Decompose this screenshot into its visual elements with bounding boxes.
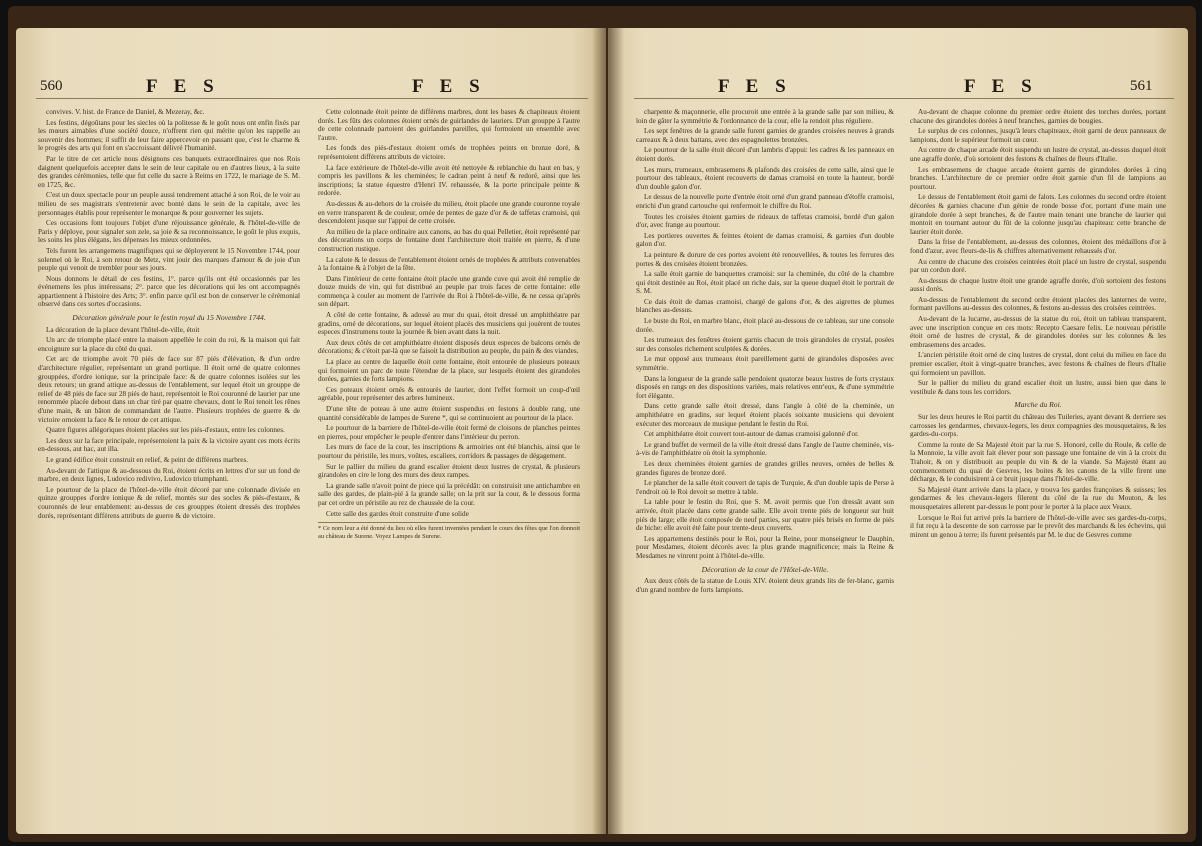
paragraph: La calote & le dessus de l'entablement étoient ornés de trophées & attributs convenables à la fontaine & à l'objet de la fête. — [318, 255, 580, 273]
paragraph: Les deux sur la face principale, représentoient la paix & la victoire ayant ces mots écrits en-dessous, aut hac, aut illa. — [38, 436, 300, 454]
text-column — [636, 108, 894, 798]
paragraph: Sur le pallier du milieu du grand escalier étoit un lustre, aussi bien que dans le vestibule & dans tous les corridors. — [910, 379, 1166, 396]
running-head: F E S — [412, 76, 486, 97]
paragraph: Cette salle des gardes étoit construite d'une solide — [326, 509, 469, 518]
paragraph: Sur le pallier du milieu du grand escalier étoient deux lustres de crystal, & plusieurs girandoles en cire le long des murs des deux rampes. — [318, 462, 580, 480]
paragraph: Les trumeaux des fenêtres étoient garnis chacun de trois girandoles de crystal, posées sur des consoles richement sculptées & dorées. — [636, 336, 894, 353]
footnote: * Ce nom leur a été donné du lieu où elles furent inventées pendant le cours des fêtes que l'on donnoit au château de Surene. Voyez Lampes de Surene. — [318, 522, 580, 540]
paragraph: Les portieres ouvertes & feintes étoient de damas cramoisi, & garnies d'un double galon d'or. — [636, 231, 894, 249]
paragraph: Les murs de face de la cour, les inscriptions & armoiries ont été blanchis, ainsi que le pourtour du péristile, les murs, voûtes, escaliers, corridors & passages de dégagement. — [318, 443, 580, 460]
paragraph: Dans la frise de l'entablement, au-dessus des colonnes, étoient des médaillons d'or à fond d'azur, avec fleurs-de-lis & chiffres alternativement rehaussés d'or. — [910, 238, 1166, 255]
paragraph: A côté de cette fontaine, & adossé au mur du quai, étoit dressé un amphithéatre par gradins, orné de décorations, sur lequel étoient placés des musiciens qui jouèrent de toutes especes d'instrumens toute la journée & bien avant dans la nuit. — [318, 311, 580, 337]
open-book — [8, 6, 1196, 842]
paragraph: Au centre de chaque arcade étoit suspendu un lustre de crystal, au-dessus duquel étoit une agraffe dorée, d'où sortoient des festons & chaînes de fleurs d'Italie. — [910, 146, 1166, 163]
page-number: 561 — [1130, 78, 1153, 94]
paragraph: Au-devant de l'attique & au-dessous du Roi, étoient écrits en lettres d'or sur un fond de marbre, en deux lignes, Ludovico redivivo, Ludovico triumphanti. — [38, 466, 300, 484]
paragraph: Aux deux côtés de la statue de Louis XIV. étoient deux grands lits de fer-blanc, garnis d'un grand nombre de forts lampions. — [636, 577, 894, 594]
paragraph: Dans cette grande salle étoit dressé, dans l'angle à côté de la cheminée, un amphithéatre en gradins, sur lequel étoient placés soixante musiciens qui devoient exécuter des morceaux de musique pendant le festin du Roi. — [636, 402, 894, 428]
paragraph: Dans l'intérieur de cette fontaine étoit placée une grande cuve qui avoit été remplie de douze muids de vin, qui fut distribué au peuple par trois faces de cette fontaine: elle commença à couler au moment de l'arrivée du Roi à l'hôtel-de-ville, & ne cessa qu'après son départ. — [318, 274, 580, 309]
paragraph: Au-devant de chaque colonne du premier ordre étoient des torches dorées, portant chacune des girandoles dorées à neuf branches, garnies de bougies. — [910, 108, 1166, 125]
paragraph: Comme la route de Sa Majesté étoit par la rue S. Honoré, celle du Roule, & celle de la Monnoie, la ville avoit fait élever pour son passage une fontaine de vin à la croix du Trahoir, & on y distribuoit au peuple du vin & de la viande. Sa Majesté étant au commencement du quai de Gesvres, les boites & les canons de la ville firent une décharge, & le conduisirent à ce bruit jusque dans l'hôtel-de-ville. — [910, 440, 1166, 484]
paragraph: La table pour le festin du Roi, que S. M. avoit permis que l'on dressât avant son arrivée, étoit placée dans cette grande salle. Elle avoit trente piés de longueur sur huit piés de large; elle étoit composée de neuf parties, sur quatre piés brisés en forme de piés de biche: elle avoit été faite pour trente-deux couverts. — [636, 498, 894, 533]
paragraph: Ces poteaux étoient ornés & entourés de laurier, dont l'effet formoit un coup-d'œil agréable, pour représenter des arbres lumineux. — [318, 385, 580, 403]
paragraph: Au-dessus de chaque lustre étoit une grande agraffe dorée, d'où sortoient des festons aussi dorés. — [910, 276, 1166, 294]
paragraph: Le surplus de ces colonnes, jusqu'à leurs chapiteaux, étoit garni de deux panneaux de lampions, dont le supérieur formoit un cœur. — [910, 127, 1166, 144]
paragraph: Cet arc de triomphe avoit 70 piés de face sur 87 piés d'élévation, & d'un ordre d'architecture régulier, représentant un grand portique. Il étoit orné de quatre colonnes grouppées, d'ordre ionique, sur la principale face: & de quatre colonnes isolées sur les deux retours; un grand attique au-dessus de l'entablement, sur lequel étoit un grouppe de relief de 48 piés de face sur 28 piés de haut, représentoit le Roi couronné de laurier par une renommée placée debout dans un char tiré par quatre chevaux, dont le Roi tenoit les rênes d'une main, & un bâton de commandant de l'autre. Plusieurs trophées de guerre & de victoire ornoient la face & le retour de cet attique. — [38, 355, 300, 424]
left-page — [16, 28, 606, 834]
paragraph: La peinture & dorure de ces portes avoient été renouvellées, & toutes les ferrures des portes & des croisées étoient bronzées. — [636, 250, 894, 268]
paragraph: Ces occasions font toujours l'objet d'une réjouissance générale, & l'hôtel-de-ville de Paris y déploye, pour signaler son zele, sa joie & sa reconnoissance, le goût le plus exquis, les soins les plus élégans, les dépenses les mieux ordonnées. — [38, 219, 300, 245]
paragraph: La face extérieure de l'hôtel-de-ville avoit été nettoyée & reblanchie du haut en bas, y compris les pavillons & les cheminées; le cadran peint à neuf & redoré, ainsi que les inscriptions; la statue équestre d'Henri IV. rehaussée, & la porte principale peinte & redorée. — [318, 163, 580, 198]
paragraph: Le dessus de l'entablement étoit garni de falots. Les colonnes du second ordre étoient décorées & garnies chacune d'un génie de ronde bosse d'or, portant d'une main une girandole dorée à sept branches, & de l'autre main tenant une branche de laurier qui montoit en tournant autour du fût de la colonne jusqu'au chapiteau: cette branche de laurier étoit dorée. — [910, 193, 1166, 236]
paragraph: La décoration de la place devant l'hôtel-de-ville, étoit — [46, 325, 200, 334]
header-rule — [634, 98, 1174, 99]
paragraph: Le dessus de la nouvelle porte d'entrée étoit orné d'un grand panneau d'étoffe cramoisi, enrichi d'un grand cartouche qui renfermoit le chiffre du Roi. — [636, 193, 894, 210]
paragraph: Les embrasemens de chaque arcade étoient garnis de girandoles dorées à cinq branches. L'architecture de ce premier ordre étoit garnie d'un fil de lampions au pourtour. — [910, 165, 1166, 191]
paragraph: C'est un doux spectacle pour un peuple aussi tendrement attaché à son Roi, de le voir au milieu de ses magistrats s'entretenir avec bonté dans le sein de la capitale, avec les personnages établis pour représenter le monarque & pour gouverner les sujets. — [38, 191, 300, 217]
paragraph: Aux deux côtés de cet amphithéatre étoient disposés deux especes de balcons ornés de décorations; & c'étoit par-là que se faisoit la distribution au peuple, du pain & des viandes. — [318, 338, 580, 356]
book-gutter — [592, 28, 624, 834]
paragraph: Au centre de chacune des croisées ceintrées étoit placé un lustre de crystal, suspendu par un cordon doré. — [910, 257, 1166, 275]
paragraph: Le grand édifice étoit construit en relief, & peint de différens marbres. — [46, 455, 249, 464]
section-title: Décoration générale pour le festin royal du 15 Novembre 1744. — [72, 313, 266, 323]
paragraph: Les murs, trumeaux, embrasemens & plafonds des croisées de cette salle, ainsi que le pourtour des tableaux, étoient recouverts de damas cramoisi en toute la hauteur, bordé d'un double galon d'or. — [636, 165, 894, 191]
paragraph: Les festins, dégoûtans pour les siecles où la politesse & le goût nous ont enfin fixés par les mœurs aimables d'une société douce, n'offrent rien qui mérite qu'on les rappelle au souvenir des hommes; il suffit de leur faire appercevoir en passant que, c'est le charme & le progrès des arts qui font en s'accroissant délivré l'humanité. — [38, 118, 300, 153]
paragraph: Cette colonnade étoit peinte de différens marbres, dont les bases & chapiteaux étoient dorés. Les fûts des colonnes étoient ornés de guirlandes de lauriers. D'un grouppe à l'autre de cette colonnade partoient des guirlandes pareilles, qui formoient un ensemble avec l'autre. — [318, 108, 580, 142]
paragraph: Quatre figures allégoriques étoient placées sur les piés-d'estaux, entre les colonnes. — [46, 426, 285, 435]
paragraph: Les appartemens destinés pour le Roi, pour la Reine, pour monseigneur le Dauphin, pour Mesdames, étoient décorés avec la plus grande magnificence; mais la Reine & Mesdames ne vinrent point à l'hôtel-de-ville. — [636, 534, 894, 560]
paragraph: Le buste du Roi, en marbre blanc, étoit placé au-dessous de ce tableau, sur une console dorée. — [636, 317, 894, 334]
running-head: F E S — [964, 76, 1038, 97]
paragraph: Le pourtour de la barriere de l'hôtel-de-ville étoit fermé de cloisons de planches peintes en pierres, pour empêcher le peuple d'entrer dans l'intérieur du perron. — [318, 424, 580, 441]
paragraph: Dans la longueur de la grande salle pendoient quatorze beaux lustres de forts crystaux disposés en rangs en des dispositions variées, mais relatives entr'eux, & d'une symmétrie fort élégante. — [636, 374, 894, 400]
running-head: F E S — [146, 76, 220, 97]
paragraph: Lorsque le Roi fut arrivé près la barriere de l'hôtel-de-ville avec ses gardes-du-corps, il fut reçu à la descente de son carrosse par le prevôt des marchands & les échevins, qui mirent un genou à terre; ils furent présentés par M. le duc de Gesvres comme — [910, 513, 1166, 539]
right-page — [608, 28, 1188, 834]
section-title: Marche du Roi. — [1014, 400, 1062, 410]
paragraph: La salle étoit garnie de banquettes cramoisi: sur la cheminée, du côté de la chambre qui étoit destinée au Roi, étoit placé un riche dais, sur la queue duquel étoit le portrait de S. M. — [636, 270, 894, 296]
paragraph: Par le titre de cet article nous désignons ces banquets extraordinaires que nos Rois daignent quelquefois accepter dans le sein de leur capitale ou en d'autres lieux, à la suite des grandes cérémonies, telle que fut celle du sacre à Reims en 1722, le mariage de S. M. en 1725, &c. — [38, 154, 300, 189]
paragraph: Les sept fenêtres de la grande salle furent garnies de grandes croisées neuves à grands carreaux & à deux battans, avec des espagnolettes bronzées. — [636, 127, 894, 144]
running-head: F E S — [718, 76, 792, 97]
paragraph: Le pourtour de la salle étoit décoré d'un lambris d'appui: les cadres & les panneaux en étoient dorés. — [636, 146, 894, 163]
paragraph: Sa Majesté étant arrivée dans la place, y trouva les gardes françoises & suisses; les gendarmes & les chevaux-legers filerent du côté de la rue du Mouton, & les mousquetaires allerent par-dessus le pont pour le porter à la place aux Veaux. — [910, 485, 1166, 511]
paragraph: Le pourtour de la place de l'hôtel-de-ville étoit décoré par une colonnade divisée en quinze grouppes d'ordre ionique & de relief, montés sur des socles & piés-d'estaux, & couronnés de leur entablement: au-dessus de ces grouppes étoient dressés des trophées dorés, représentant différens attributs de guerre & de victoire. — [38, 485, 300, 520]
paragraph: Tels furent les arrangemens magnifiques qui se déployerent le 15 Novembre 1744, pour solennel où le Roi, à son retour de Metz, vint jouir des marques d'amour & de joie d'un peuple qui venoit de trembler pour ses jours. — [38, 246, 300, 273]
paragraph: Le mur opposé aux trumeaux étoit pareillement garni de girandoles disposées avec symmétrie. — [636, 355, 894, 373]
paragraph: Au-devant de la lucarne, au-dessus de la statue du roi, étoit un tableau transparent, avec une inscription conçue en ces mots: Recepto Caesare felix. Le nouveau péristile étoit orné de lustres de crystal, & de girandoles dorées sur les colonnes & les embrasemens des arcades. — [910, 315, 1166, 349]
paragraph: Nous donnons le détail de ces festins, 1°. parce qu'ils ont été occasionnés par les événemens les plus intéressans; 2°. parce que les décorations qui les ont accompagnés appartiennent à l'histoire des Arts; 3°. enfin parce qu'il est bon de conserver le cérémonial observé dans ces sortes d'occasions. — [38, 274, 300, 309]
section-title: Décoration de la cour de l'Hôtel-de-Ville. — [701, 564, 829, 574]
text-column — [318, 108, 580, 798]
paragraph: Ce dais étoit de damas cramoisi, chargé de galons d'or, & des aigrettes de plumes blanches au-dessus. — [636, 297, 894, 315]
paragraph: D'une tête de poteau à une autre étoient suspendus en festons à double rang, une quantité considérable de lampes de Surene *, qui se continuoient au pourtour de la place. — [318, 405, 580, 422]
paragraph: Au-dessus & au-dehors de la croisée du milieu, étoit placée une grande couronne royale en verre transparent & de couleur, ornée de pentes de gaze d'or & de taffetas cramoisi, qui descendoient jusque sur l'appui de cette croisée. — [318, 199, 580, 226]
paragraph: Le plancher de la salle étoit couvert de tapis de Turquie, & d'un double tapis de Perse à l'endroit où le Roi devoit se mettre à table. — [636, 479, 894, 496]
paragraph: La place au centre de laquelle étoit cette fontaine, étoit entourée de plusieurs poteaux qui formoient un parc de toute l'étendue de la place, sur lesquels étoient des girandoles dorées, garnies de forts lampions. — [318, 358, 580, 384]
paragraph: La grande salle n'avoit point de piece qui la précédât: on construisit une antichambre en salle des gardes, de plain-pié à la grande salle; on la prit sur la cour, & le dessous forma par cet ordre un péristile au rez de chaussée de la cour. — [318, 481, 580, 507]
paragraph: Le grand buffet de vermeil de la ville étoit dressé dans l'angle de l'autre cheminée, vis-à-vis de l'amphithéatre où étoit la symphonie. — [636, 440, 894, 458]
paragraph: Les fonds des piés-d'estaux étoient ornés de trophées peints en bronze doré, & représentoient différens attributs de victoire. — [318, 144, 580, 161]
text-column — [38, 108, 300, 798]
paragraph: Toutes les croisées étoient garnies de rideaux de taffetas cramoisi, bordé d'un galon d'or, avec frange au pourtour. — [636, 212, 894, 230]
paragraph: Au-dessus de l'entablement du second ordre étoient placées des lanternes de verre, formant pavillons au-dessus des colonnes, & festons au-dessus des croisées ceintrées. — [910, 295, 1166, 313]
paragraph: charpente & maçonnerie, elle procuroit une entrée à la grande salle par son milieu, & loin de gâter la symmétrie & l'ordonnance de la cour, elle la rendoit plus réguliere. — [636, 108, 894, 125]
paragraph: Les deux cheminées étoient garnies de grandes grilles neuves, ornées de belles & grandes figures de bronze doré. — [636, 459, 894, 477]
paragraph: Au milieu de la place ordinaire aux canons, au bas du quai Pelletier, étoit représenté par des décorations un corps de fontaine dont l'architecture étoit traitée en pierre, & d'une construction rustique. — [318, 227, 580, 253]
paragraph: convives. V. hist. de France de Daniel, & Mezeray, &c. — [46, 108, 205, 116]
paragraph: Un arc de triomphe placé entre la maison appellée le coin du roi, & la maison qui fait encoignure sur la place du côté du quai. — [38, 336, 300, 353]
header-rule — [36, 98, 588, 99]
page-number: 560 — [40, 78, 63, 94]
text-column — [910, 108, 1166, 798]
paragraph: Sur les deux heures le Roi partit du château des Tuileries, ayant devant & derriere ses carrosses les gendarmes, chevaux-legers, les deux compagnies des mousquetaires, & les gardes-du-corps. — [910, 413, 1166, 439]
paragraph: L'ancien péristile étoit orné de cinq lustres de crystal, dont celui du milieu en face du premier escalier, étoit à vingt-quatre branches, avec festons & chaînes de fleurs d'Italie qui formoient un pavillon. — [910, 351, 1166, 377]
paragraph: Cet amphithéatre étoit couvert tout-autour de damas cramoisi galonné d'or. — [644, 430, 859, 439]
